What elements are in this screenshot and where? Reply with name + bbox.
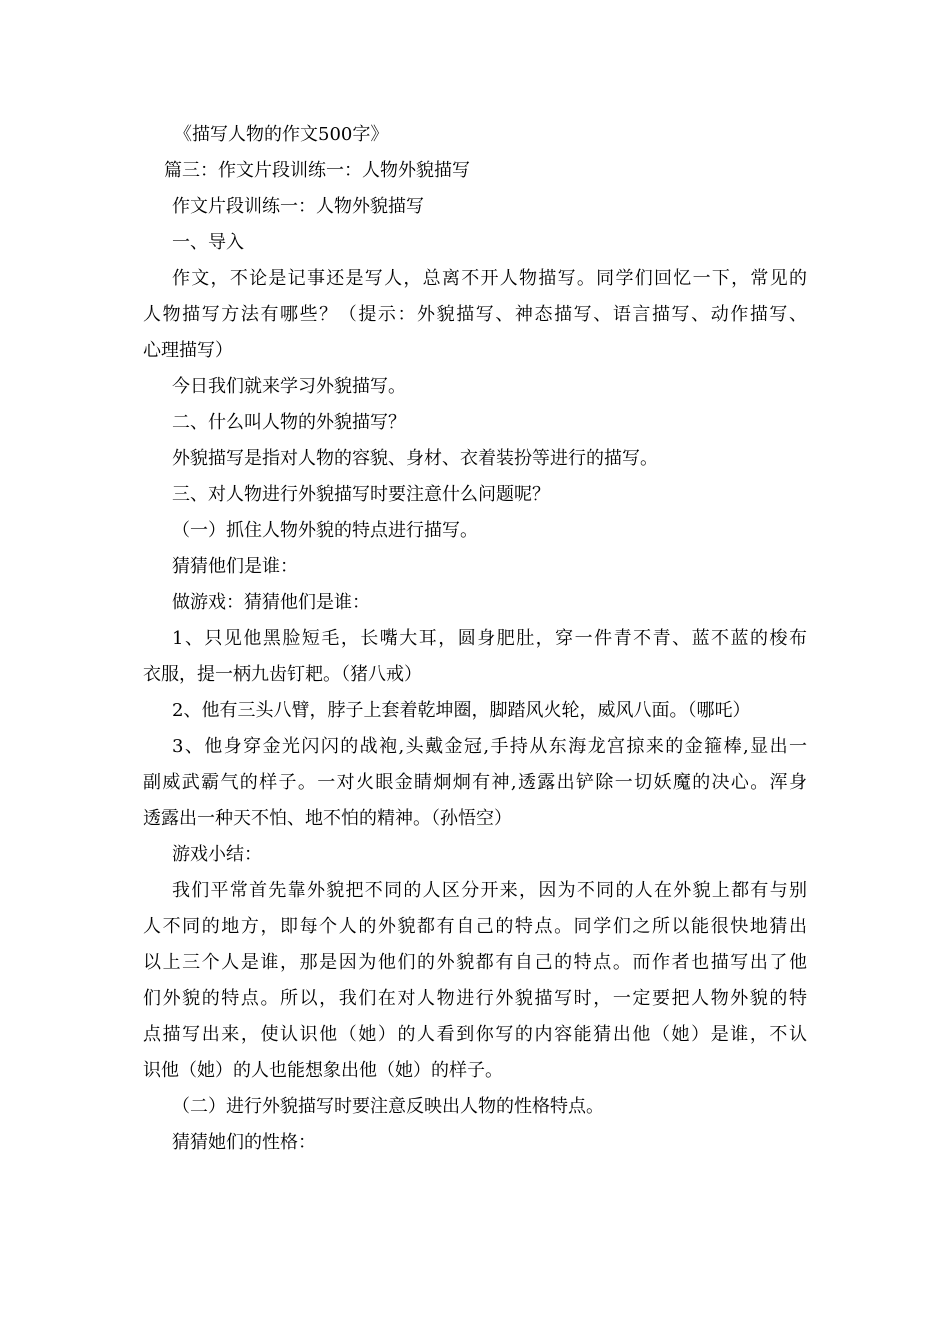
list-item-line: 衣服，提一柄九齿钉耙。（猪八戒）	[143, 664, 422, 685]
chapter-heading: 篇三：作文片段训练一：人物外貌描写	[164, 160, 470, 181]
list-item-line: 透露出一种天不怕、地不怕的精神。（孙悟空）	[143, 808, 512, 829]
game-summary-label: 游戏小结：	[172, 844, 262, 865]
paragraph-line: 人不同的地方，即每个人的外貌都有自己的特点。同学们之所以能很快地猜出	[143, 916, 807, 937]
section-heading-3: 三、对人物进行外貌描写时要注意什么问题呢？	[172, 484, 550, 505]
section-heading-1: 一、导入	[172, 232, 244, 253]
guess-personality-label: 猜猜她们的性格：	[172, 1132, 316, 1153]
list-item-line: 1、只见他黑脸短毛，长嘴大耳，圆身肥肚，穿一件青不青、蓝不蓝的梭布	[172, 628, 807, 649]
guess-who-label: 猜猜他们是谁：	[172, 556, 298, 577]
list-item-line: 副威武霸气的样子。一对火眼金睛炯炯有神,透露出铲除一切妖魔的决心。浑身	[143, 772, 807, 793]
paragraph-line: 心理描写）	[143, 340, 233, 361]
paragraph-line: 识他（她）的人也能想象出他（她）的样子。	[143, 1060, 503, 1081]
document-body	[143, 117, 807, 1161]
paragraph-line: 点描写出来，使认识他（她）的人看到你写的内容能猜出他（她）是谁，不认	[143, 1024, 807, 1045]
document-title: 《描写人物的作文500字》	[174, 124, 389, 145]
paragraph-definition: 外貌描写是指对人物的容貌、身材、衣着装扮等进行的描写。	[172, 448, 658, 469]
paragraph-today: 今日我们就来学习外貌描写。	[172, 376, 406, 397]
subsection-heading-2: （二）进行外貌描写时要注意反映出人物的性格特点。	[172, 1096, 604, 1117]
list-item-line: 2、他有三头八臂，脖子上套着乾坤圈，脚踏风火轮，威风八面。（哪吒）	[172, 700, 751, 721]
paragraph-line: 以上三个人是谁，那是因为他们的外貌都有自己的特点。而作者也描写出了他	[143, 952, 807, 973]
list-item-line: 3、他身穿金光闪闪的战袍,头戴金冠,手持从东海龙宫掠来的金箍棒,显出一	[172, 736, 807, 757]
section-heading-2: 二、什么叫人物的外貌描写？	[172, 412, 406, 433]
subsection-heading-1: （一）抓住人物外貌的特点进行描写。	[172, 520, 478, 541]
paragraph-line: 我们平常首先靠外貌把不同的人区分开来，因为不同的人在外貌上都有与别	[172, 880, 807, 901]
subheading: 作文片段训练一：人物外貌描写	[172, 196, 424, 217]
paragraph-line: 作文，不论是记事还是写人，总离不开人物描写。同学们回忆一下，常见的	[172, 268, 807, 289]
paragraph-line: 们外貌的特点。所以，我们在对人物进行外貌描写时，一定要把人物外貌的特	[143, 988, 807, 1009]
paragraph-line: 人物描写方法有哪些？（提示：外貌描写、神态描写、语言描写、动作描写、	[143, 304, 807, 325]
game-intro-label: 做游戏：猜猜他们是谁：	[172, 592, 370, 613]
